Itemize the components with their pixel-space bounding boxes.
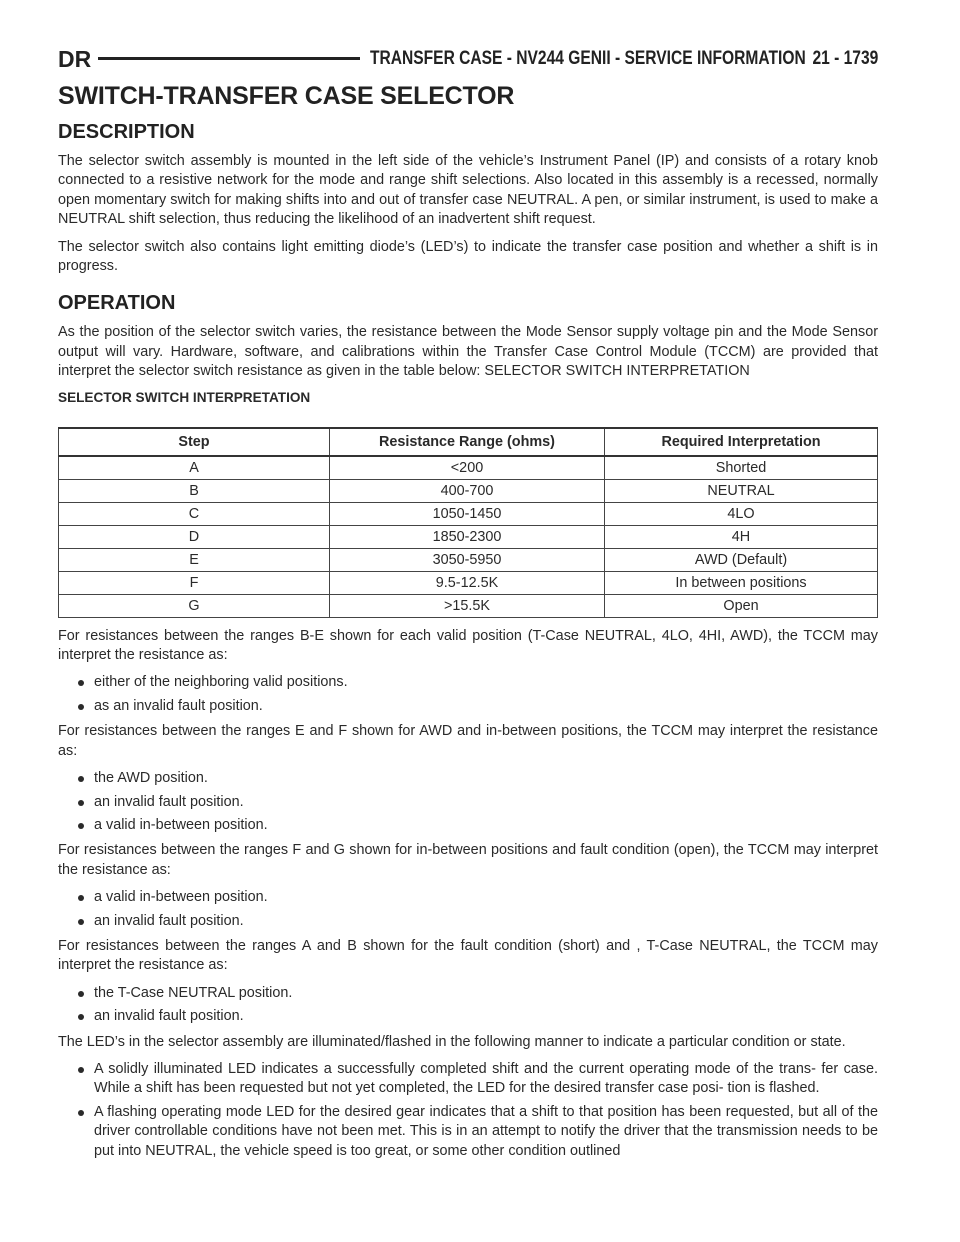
table-cell: 3050-5950 xyxy=(330,548,605,571)
table-cell: AWD (Default) xyxy=(605,548,878,571)
table-row xyxy=(59,548,878,571)
table-cell: A xyxy=(59,456,330,480)
table-row xyxy=(59,571,878,594)
table-row xyxy=(59,479,878,502)
header-model-code: DR xyxy=(58,46,92,72)
bullet-icon xyxy=(78,919,84,925)
table-cell: B xyxy=(59,479,330,502)
table-cell: E xyxy=(59,548,330,571)
header-section-title: TRANSFER CASE - NV244 GENII - SERVICE INFORMATION xyxy=(370,48,806,69)
bullet-icon xyxy=(78,823,84,829)
header-rule xyxy=(98,57,360,60)
table-cell: C xyxy=(59,502,330,525)
bullet-icon xyxy=(78,776,84,782)
table-header-row xyxy=(59,428,878,456)
range-fg-list xyxy=(58,888,878,931)
operation-intro: As the position of the selector switch varies, the resistance between the Mode Sensor supply voltage pin and the Mode Sensor output will vary. Hardware, software, and calibrations within the Transfer Case Control Module (TCCM) are provided that interpret the selector switch resistance as given in the table below: SELECTOR SWITCH INTERPRETATION xyxy=(58,324,878,380)
list-item: a valid in-between position. xyxy=(84,888,878,907)
table-cell: 9.5-12.5K xyxy=(330,571,605,594)
table-header-cell: Step xyxy=(59,428,330,456)
table-cell: 4LO xyxy=(605,502,878,525)
bullet-icon xyxy=(78,680,84,686)
bullet-icon xyxy=(78,800,84,806)
range-fg-paragraph: For resistances between the ranges F and G shown for in-between positions and fault condition (open), the TCCM may interpret the resistance as: xyxy=(58,842,878,878)
table-cell: G xyxy=(59,594,330,617)
bullet-icon xyxy=(78,1067,84,1073)
table-cell: >15.5K xyxy=(330,594,605,617)
table-cell: Shorted xyxy=(605,456,878,480)
table-row xyxy=(59,502,878,525)
range-be-paragraph: For resistances between the ranges B-E shown for each valid position (T-Case NEUTRAL, 4LO, 4HI, AWD), the TCCM may interpret the resistance as: xyxy=(58,627,878,664)
table-cell: Open xyxy=(605,594,878,617)
bullet-icon xyxy=(78,1014,84,1020)
description-paragraph-2: The selector switch also contains light emitting diode’s (LED’s) to indicate the transfer case position and whether a shift is in progress. xyxy=(58,238,878,275)
running-header xyxy=(58,44,878,74)
description-paragraph-1: The selector switch assembly is mounted in the left side of the vehicle’s Instrument Panel (IP) and consists of a rotary knob connected to a resistive network for the mode and range shift selections. Also located in this assembly is a recessed, normally open momentary switch for making shifts into and out of transfer case NEUTRAL. A pen, or similar instrument, is used to make a NEUTRAL shift selection, thus reducing the likelihood of an inadvertent shift request. xyxy=(58,153,878,228)
range-ef-list xyxy=(58,769,878,835)
bullet-icon xyxy=(78,895,84,901)
list-item: the T-Case NEUTRAL position. xyxy=(84,984,878,1003)
bullet-icon xyxy=(78,704,84,710)
header-page-number: 21 - 1739 xyxy=(812,48,878,69)
led-list xyxy=(58,1060,878,1161)
table-cell: 1050-1450 xyxy=(330,502,605,525)
selector-switch-table xyxy=(58,427,878,618)
table-header-cell: Required Interpretation xyxy=(605,428,878,456)
range-ab-list xyxy=(58,984,878,1027)
description-heading: DESCRIPTION xyxy=(58,121,195,143)
range-ab-paragraph: For resistances between the ranges A and B shown for the fault condition (short) and , T-Case NEUTRAL, the TCCM may interpret the resistance as: xyxy=(58,937,878,974)
range-be-list xyxy=(58,673,878,716)
bullet-icon xyxy=(78,1110,84,1116)
list-item: an invalid fault position. xyxy=(84,912,878,931)
bullet-icon xyxy=(78,991,84,997)
table-header-cell: Resistance Range (ohms) xyxy=(330,428,605,456)
table-row xyxy=(59,525,878,548)
table-cell: <200 xyxy=(330,456,605,480)
list-item: A solidly illuminated LED indicates a successfully completed shift and the current operating mode of the trans- fer case. While a shift has been requested but not yet completed, the LED for the desired transfer case posi- tion is flashed. xyxy=(84,1060,878,1099)
table-title: SELECTOR SWITCH INTERPRETATION xyxy=(58,389,311,405)
list-item: a valid in-between position. xyxy=(84,816,878,835)
table-cell: F xyxy=(59,571,330,594)
page-title: SWITCH-TRANSFER CASE SELECTOR xyxy=(58,82,515,110)
led-paragraph: The LED’s in the selector assembly are illuminated/flashed in the following manner to indicate a particular condition or state. xyxy=(58,1033,846,1050)
table-cell: 1850-2300 xyxy=(330,525,605,548)
list-item: the AWD position. xyxy=(84,769,878,788)
table-cell: D xyxy=(59,525,330,548)
list-item: an invalid fault position. xyxy=(84,793,878,812)
table-row xyxy=(59,594,878,617)
table-cell: 400-700 xyxy=(330,479,605,502)
list-item: as an invalid fault position. xyxy=(84,697,878,716)
table-cell: 4H xyxy=(605,525,878,548)
table-row xyxy=(59,456,878,480)
list-item: either of the neighboring valid positions. xyxy=(84,673,878,692)
operation-heading: OPERATION xyxy=(58,292,176,315)
table-cell: In between positions xyxy=(605,571,878,594)
range-ef-paragraph: For resistances between the ranges E and F shown for AWD and in-between positions, the TCCM may interpret the resistance as: xyxy=(58,723,878,759)
list-item: an invalid fault position. xyxy=(84,1007,878,1026)
page-content xyxy=(58,82,878,1167)
table-cell: NEUTRAL xyxy=(605,479,878,502)
list-item: A flashing operating mode LED for the desired gear indicates that a shift to that position has been requested, but all of the driver controllable conditions have not been met. This is in an attempt to notify the driver that the transmission needs to be put into NEUTRAL, the vehicle speed is too great, or some other condition outlined xyxy=(84,1103,878,1161)
